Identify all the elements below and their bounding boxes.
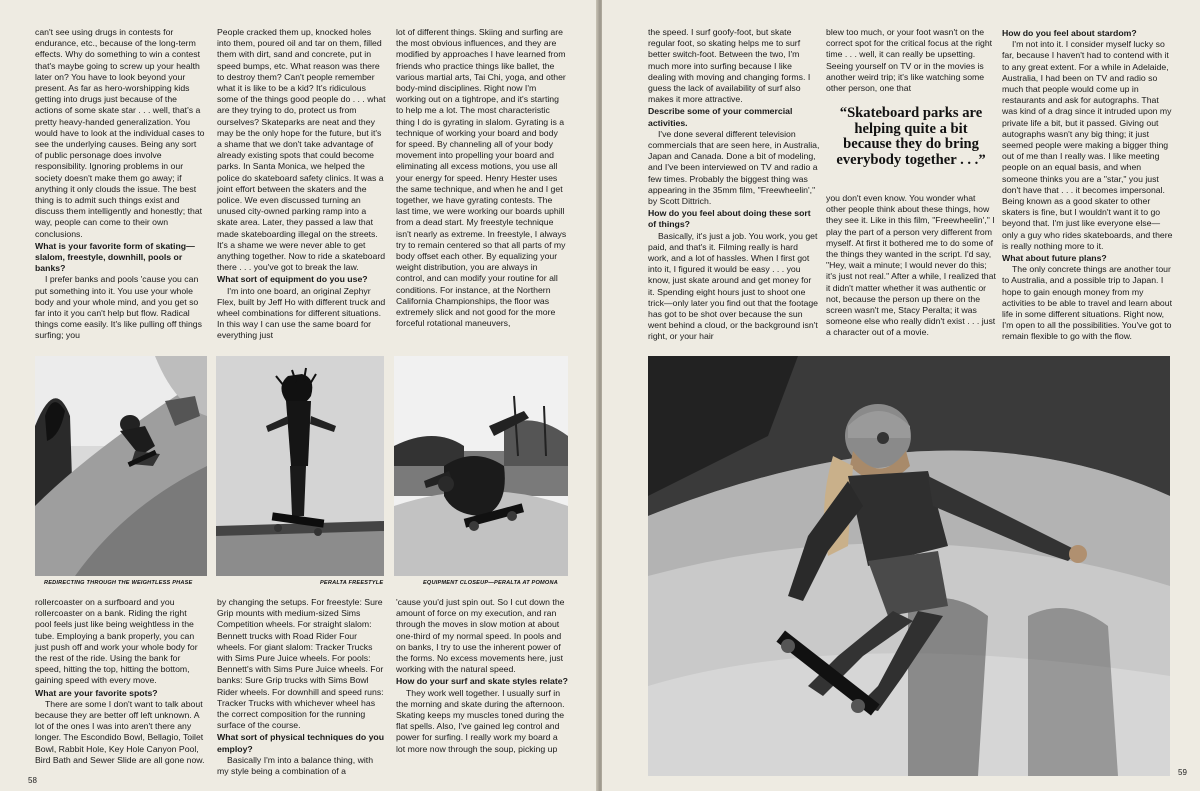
text-column-l2-top	[217, 27, 387, 347]
text-column-l3-bottom	[396, 597, 568, 777]
photo-pool-skater-large	[648, 356, 1170, 776]
right-page	[602, 0, 1200, 791]
interview-question: What sort of equipment do you use?	[217, 274, 368, 285]
photo-equipment-closeup	[394, 356, 568, 576]
body-paragraph: There are some I don't want to talk about because they are better off left unknown. A lot of the ones I was into aren't there any longer. The Escondido Bowl, Bellagio, Toilet Bowl, Rabbit Hole, Key Hole Canyon Pool, Bird Bath and Sewer Slide are all gone now.	[35, 698, 205, 765]
body-paragraph: Basically, it's just a job. You work, you get paid, and that's it. Filming really is hard work, and a lot of hassles. When I first got into it, I figured it would be easy . . . you know, just skate around and get money for it. Spending eight hours just to shoot one trick—only later you find out that the footage has got to be shot over because the sun went behind a cloud, or the background isn't right, or your hair	[648, 230, 818, 342]
interview-question: What about future plans?	[1002, 253, 1107, 264]
body-paragraph: you don't even know. You wonder what other people think about these things, how they see it. Like in this film, "Freewheelin'," I play the part of a person very different from myself. At first it bothered me to do some of the things they wanted in the script. I'd say, "Hey, wait a minute; I would never do this; it's just not real." After a while, I realized that it didn't matter whether it was authentic or not, because the person up there on the screen wasn't me, Stacy Peralta; it was someone else who really didn't exist . . . just a character out of a movie.	[826, 193, 996, 338]
interview-question: How do your surf and skate styles relate?	[396, 676, 568, 687]
interview-question: Describe some of your commercial activities.	[648, 106, 793, 128]
text-column-r2-bottom	[826, 193, 996, 353]
text-column-l2-bottom	[217, 597, 387, 777]
page-number-left: 58	[28, 776, 37, 785]
interview-question: How do you feel about doing these sort of things?	[648, 208, 811, 230]
body-paragraph: rollercoaster on a surfboard and you rollercoaster on a bank. Riding the right pool feels just like being weightless in the tube. Employing a bank properly, you can just push off and work your whole body for the rest of the ride. Using the bank for speed, hitting the top, hitting the bottom, gaining speed with every move.	[35, 597, 198, 686]
photo-freestyle-handstand	[216, 356, 384, 576]
text-column-l3-top	[396, 27, 568, 347]
pull-quote: “Skateboard parks are helping quite a bit because they do bring everybody together . . .”	[836, 105, 986, 168]
page-number-right: 59	[1178, 768, 1187, 777]
body-paragraph: I've done several different television commercials that are seen here, in Australia, Japan and Canada. Done a bit of modeling, and I've been interviewed on TV and radio a few times. Probably the biggest thing was appearing in the 35mm film, "Freewheelin'," by Scott Dittrich.	[648, 128, 820, 207]
body-paragraph: I'm not into it. I consider myself lucky so far, because I haven't had to contend with it to any great extent. For a while in Adelaide, Australia, I had been on TV and radio so much that people would come up in restaurants and ask for autographs. That was kind of a drag since it intruded upon my private life a bit, but it passed. Giving out autographs wasn't any big thing; it just seemed people were making a bigger thing out of me than I really was. I like meeting people on an equal basis, and when someone thinks you are a "star," you just don't have that . . . it becomes impersonal. Being known as a good skater to other skaters is fine, but I wouldn't want it to go beyond that. I'm just like everyone else—only a guy who rides skateboards, and there is really nothing more to it.	[1002, 39, 1173, 251]
left-page	[0, 0, 598, 791]
body-paragraph: can't see using drugs in contests for endurance, etc., because of the long-term effects. Why do something to win a contest that's maybe going to screw up your health later on? You have to look beyond your present. As far as hero-worshipping kids getting into drugs just because of the actions of some skate star . . . well, that's a pretty heavy-handed generalization. You would have to look at the individual cases to see the underlying causes. Being any sort of public personage does involve responsibility. Ignoring problems in our society doesn't make them go away; if anything it only clouds the issue. The best thing is to admit such things exist and discuss them intelligently and honestly; that way, people can come to their own conclusions.	[35, 27, 205, 239]
text-column-r2-top	[826, 27, 996, 94]
text-column-r1	[648, 27, 820, 351]
body-paragraph: I prefer banks and pools 'cause you can put something into it. You use your whole body and your whole mind, and you get so far into it you can't help but flow. Radical things come easily. It's like pulling off things surfing; you	[35, 274, 202, 341]
caption-photo2: PERALTA FREESTYLE	[320, 580, 384, 586]
body-paragraph: People cracked them up, knocked holes into them, poured oil and tar on them, filled them with dirt, sand and concrete, put in speed bumps, etc. What reason was there to destroy them? Can't people remember what it is like to be a kid? It's ridiculous some of the things good people do . . . what are they trying to do, protect us from ourselves? Skateparks are neat and they may be the only hope for the future, but it's a shame that we don't take advantage of already existing spots that could become parks. In Santa Monica, we helped the police do skateboard safety clinics. It was a joint effort between the skaters and the police. We even discussed turning an unused city-owned parking ramp into a skate area. Later, they passed a law that made skateboarding illegal on the streets. It's a shame we were never able to get anything together. Now to ride a skateboard there . . . you've got to break the law.	[217, 27, 386, 273]
body-paragraph: blew too much, or your foot wasn't on the correct spot for the critical focus at the right time . . . well, it can really be upsetting. Seeing yourself on TV or in the movies is another weird trip; it's like watching some other person, one that	[826, 27, 993, 94]
body-paragraph: They work well together. I usually surf in the morning and skate during the afternoon. Skating keeps my muscles toned during the flat spells. Also, I've gained leg control and power for surfing. I really work my board a lot more now through the soup, picking up	[396, 687, 565, 754]
body-paragraph: the speed. I surf goofy-foot, but skate regular foot, so skating helps me to surf better switch-foot. Between the two, I'm much more into surfing because I like dealing with moving and changing forms. I guess the lack of availability of surf also makes it more attractive.	[648, 27, 811, 105]
interview-question: What sort of physical techniques do you employ?	[217, 732, 385, 754]
body-paragraph: lot of different things. Skiing and surfing are the most obvious influences, and they are modified by approaches I have learned from friends who practice things like ballet, the various martial arts, Tai Chi, yoga, and other body-mind disciplines. Right now I'm working out on a tightrope, and it's starting to help me a lot. The most characteristic thing I do is gyrating in slalom. Gyrating is a technique of working your board and body for speed. By channeling all of your body movement into propelling your board and eliminating all excess motions, you use all your energy for speed. Henry Hester uses the same technique, and when he and I get together, we have gyrating contests. The last time, we were working our boards uphill from a dead start. My freestyle technique isn't nearly as extreme. In freestyle, I always try to remain centered so that all parts of my body offset each other. By equalizing your weight distribution, you are always in control, and can modify your routine for all conditions. For instance, at the Northern California Championships, the floor was extremely slick and not good for the more forceful rotational maneuvers,	[396, 27, 567, 329]
body-paragraph: by changing the setups. For freestyle: Sure Grip mounts with medium-sized Sims Competition wheels. For straight slalom: Bennett trucks with Road Rider Four wheels. For giant slalom: Tracker Trucks with Sims Pure Juice wheels. For pools: Bennett's with Sims Pure Juice wheels. For banks: Sure Grip trucks with Sims Bowl Rider wheels. For downhill and speed runs: Tracker Trucks with whichever wheel has the correct composition for the running surface of the course.	[217, 597, 384, 731]
photo-bank-skater	[35, 356, 207, 576]
text-column-r3	[1002, 27, 1174, 357]
text-column-l1-top	[35, 27, 205, 347]
body-paragraph: 'cause you'd just spin out. So I cut down the amount of force on my execution, and ran through the moves in slow motion at about one-third of my normal speed. In pools and on banks, I try to use the inherent power of the forms. No excess movements here, just working with the natural speed.	[396, 597, 565, 675]
text-column-l1-bottom	[35, 597, 205, 777]
body-paragraph: Basically I'm into a balance thing, with my style being a combination of a	[217, 754, 374, 777]
body-paragraph: I'm into one board, an original Zephyr Flex, built by Jeff Ho with different truck and wheel combinations for different situations. In this way I can use the same board for everything just	[217, 285, 386, 341]
interview-question: What is your favorite form of skating—slalom, freestyle, downhill, pools or banks?	[35, 240, 195, 274]
body-paragraph: The only concrete things are another tour to Australia, and a possible trip to Japan. I hope to gain enough money from my activities to be able to travel and learn about life in some different situations. Right now, I'm open to all the possibilities. You've got to remain flexible to go with the flow.	[1002, 264, 1172, 342]
caption-photo1: REDIRECTING THROUGH THE WEIGHTLESS PHASE	[44, 580, 193, 586]
interview-question: What are your favorite spots?	[35, 687, 158, 698]
caption-photo3: EQUIPMENT CLOSEUP—PERALTA AT POMONA	[423, 580, 558, 586]
interview-question: How do you feel about stardom?	[1002, 28, 1137, 38]
